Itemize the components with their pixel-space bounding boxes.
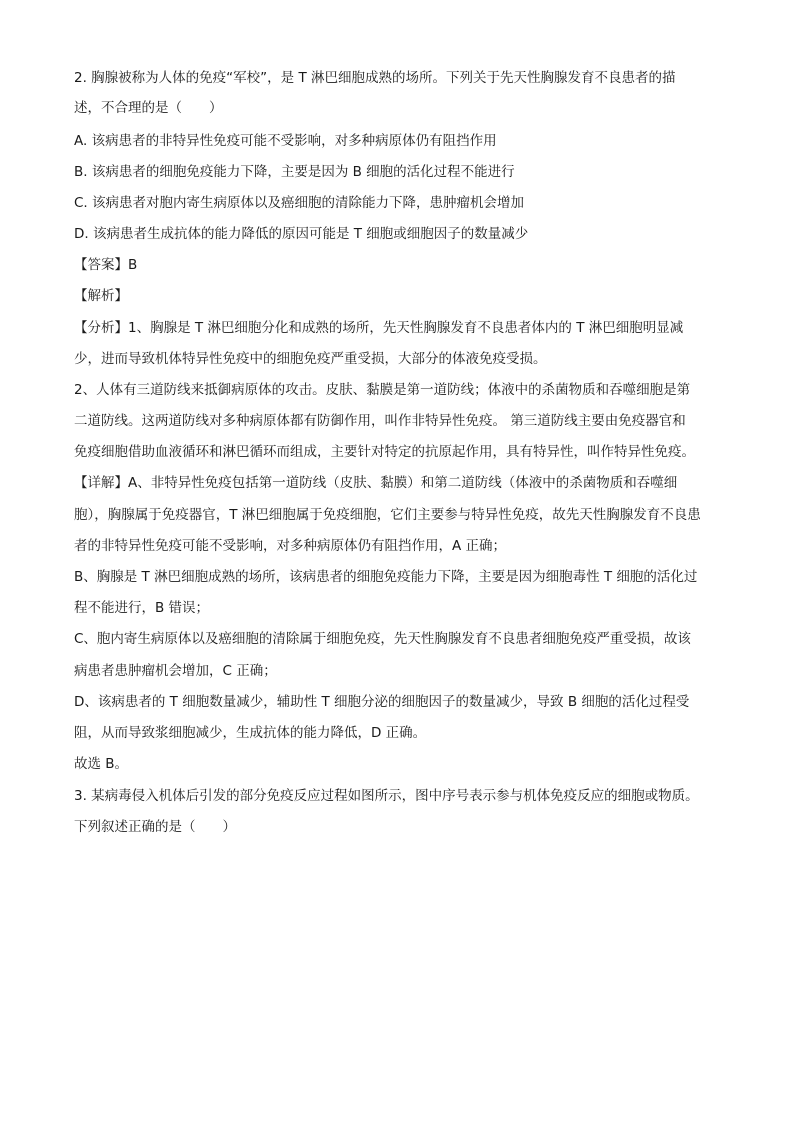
q2-option-d: D. 该病患者生成抗体的能力降低的原因可能是 T 细胞或细胞因子的数量减少 [74, 226, 529, 242]
q2-option-a: A. 该病患者的非特异性免疫可能不受影响，对多种病原体仍有阻挡作用 [74, 133, 497, 149]
detail-line: 程不能进行，B 错误； [74, 600, 210, 616]
detail-line: C、胞内寄生病原体以及癌细胞的清除属于细胞免疫，先天性胸腺发育不良患者细胞免疫严重受损，故该 [74, 631, 691, 647]
q2-stem-line1: 2. 胸腺被称为人体的免疫“军校”，是 T 淋巴细胞成熟的场所。下列关于先天性胸腺发育不良患者的描 [74, 70, 676, 86]
q2-answer: 【答案】B [74, 257, 138, 273]
analysis-line: 少，进而导致机体特异性免疫中的细胞免疫严重受损，大部分的体液免疫受损。 [74, 351, 547, 367]
q2-option-c: C. 该病患者对胞内寄生病原体以及癌细胞的清除能力下降，患肿瘤机会增加 [74, 195, 525, 211]
q3-stem-line1: 3. 某病毒侵入机体后引发的部分免疫反应过程如图所示，图中序号表示参与机体免疫反应的细胞或物质。 [74, 788, 699, 804]
analysis-line: 【分析】1、胸腺是 T 淋巴细胞分化和成熟的场所，先天性胸腺发育不良患者体内的 T 淋巴细胞明显减 [74, 320, 684, 336]
detail-line: 故选 B。 [74, 756, 129, 772]
q2-analysis-heading: 【解析】 [74, 288, 128, 304]
detail-line: B、胸腺是 T 淋巴细胞成熟的场所，该病患者的细胞免疫能力下降，主要是因为细胞毒性 T 细胞的活化过 [74, 569, 698, 585]
analysis-line: 免疫细胞借助血液循环和淋巴循环而组成，主要针对特定的抗原起作用，具有特异性，叫作特异性免疫。 [74, 444, 695, 460]
detail-line: 阻，从而导致浆细胞减少，生成抗体的能力降低，D 正确。 [74, 725, 427, 741]
q3-stem-line2: 下列叙述正确的是（ ） [74, 819, 236, 835]
detail-line: 胞），胸腺属于免疫器官，T 淋巴细胞属于免疫细胞，它们主要参与特异性免疫，故先天性胸腺发育不良患 [74, 507, 701, 523]
analysis-line: 二道防线。这两道防线对多种病原体都有防御作用，叫作非特异性免疫。 第三道防线主要由免疫器官和 [74, 413, 686, 429]
detail-line: D、该病患者的 T 细胞数量减少，辅助性 T 细胞分泌的细胞因子的数量减少，导致 B 细胞的活化过程受 [74, 694, 690, 710]
q2-stem-line2: 述，不合理的是（ ） [74, 100, 223, 116]
analysis-line: 2、人体有三道防线来抵御病原体的攻击。皮肤、黏膜是第一道防线；体液中的杀菌物质和吞噬细胞是第 [74, 382, 691, 398]
detail-line: 者的非特异性免疫可能不受影响，对多种病原体仍有阻挡作用，A 正确； [74, 538, 507, 554]
q2-option-b: B. 该病患者的细胞免疫能力下降，主要是因为 B 细胞的活化过程不能进行 [74, 164, 515, 180]
detail-line: 【详解】A、非特异性免疫包括第一道防线（皮肤、黏膜）和第二道防线（体液中的杀菌物质和吞噬细 [74, 475, 678, 491]
detail-line: 病患者患肿瘤机会增加，C 正确； [74, 663, 277, 679]
